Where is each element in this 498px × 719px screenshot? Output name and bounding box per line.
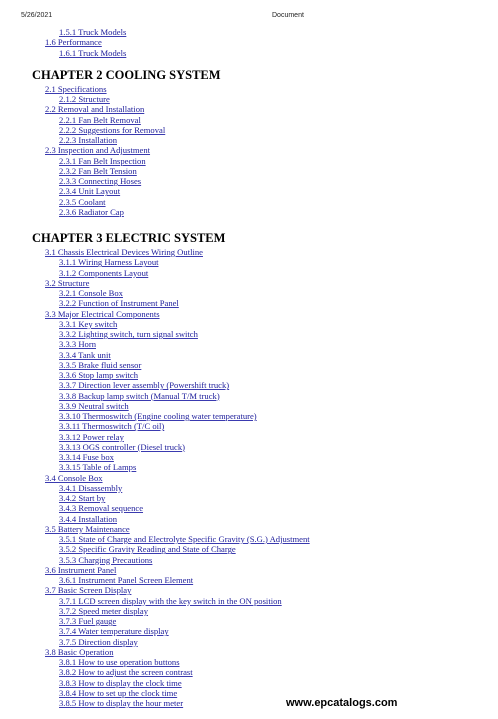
toc-top-section [0, 27, 498, 58]
toc-subsection-link[interactable]: 3.4.3 Removal sequence [59, 503, 144, 514]
toc-section-link[interactable]: 1.6 Performance [45, 37, 102, 48]
toc-subsection-link[interactable]: 2.2.2 Suggestions for Removal [59, 124, 166, 135]
watermark-text: www.epcatalogs.com [286, 697, 398, 709]
toc-subsection-link[interactable]: 2.3.3 Connecting Hoses [59, 176, 142, 186]
toc-subsection-link[interactable]: 2.2.1 Fan Belt Removal [59, 114, 141, 125]
toc-subsection-link[interactable]: 1.6.1 Truck Models [59, 47, 127, 58]
toc-subsection-link[interactable]: 3.3.13 OGS controller (Diesel truck) [59, 441, 186, 452]
toc-subsection-link[interactable]: 3.8.2 How to adjust the screen contrast [59, 667, 193, 678]
toc-subsection-link[interactable]: 3.3.11 Thermoswitch (T/C oil) [59, 421, 165, 432]
chapter-3-entries [0, 247, 498, 708]
toc-subsection-link[interactable]: 3.3.6 Stop lamp switch [59, 370, 139, 380]
toc-section-link[interactable]: 3.2 Structure [45, 277, 90, 288]
toc-subsection-link[interactable]: 3.8.3 How to display the clock time [59, 677, 182, 688]
toc-subsection-link[interactable]: 3.7.3 Fuel gauge [59, 616, 117, 626]
print-header [0, 12, 498, 24]
toc-subsection-link[interactable]: 3.3.12 Power relay [59, 431, 124, 442]
toc-section-link[interactable]: 3.5 Battery Maintenance [45, 523, 130, 534]
toc-section-link[interactable]: 2.3 Inspection and Adjustment [45, 145, 151, 156]
toc-subsection-link[interactable]: 3.3.14 Fuse box [59, 452, 114, 462]
toc-subsection-link[interactable]: 3.5.3 Charging Precautions [59, 554, 153, 565]
toc-subsection-link[interactable]: 3.4.4 Installation [59, 513, 117, 524]
toc-subsection-link[interactable]: 3.7.1 LCD screen display with the key switch in the ON position [59, 595, 282, 606]
toc-subsection-link[interactable]: 1.5.1 Truck Models [59, 27, 127, 37]
toc-subsection-link[interactable]: 2.1.2 Structure [59, 94, 110, 104]
toc-subsection-link[interactable]: 3.8.5 How to display the hour meter [59, 698, 184, 708]
toc-subsection-link[interactable]: 3.3.9 Neutral switch [59, 400, 129, 411]
toc-section-link[interactable]: 3.1 Chassis Electrical Devices Wiring Outline [45, 247, 203, 257]
toc-subsection-link[interactable]: 3.1.1 Wiring Harness Layout [59, 257, 159, 268]
print-date: 5/26/2021 [21, 12, 53, 19]
toc-section-link[interactable]: 3.4 Console Box [45, 472, 103, 483]
toc-subsection-link[interactable]: 3.3.7 Direction lever assembly (Powershift truck) [59, 380, 230, 391]
toc-subsection-link[interactable]: 3.7.4 Water temperature display [59, 626, 169, 637]
toc-subsection-link[interactable]: 3.3.4 Tank unit [59, 349, 111, 360]
toc-subsection-link[interactable]: 3.4.1 Disassembly [59, 482, 123, 493]
toc-subsection-link[interactable]: 3.7.5 Direction display [59, 636, 138, 647]
toc-subsection-link[interactable]: 3.7.2 Speed meter display [59, 605, 149, 616]
toc-subsection-link[interactable]: 2.3.4 Unit Layout [59, 186, 121, 197]
toc-subsection-link[interactable]: 3.6.1 Instrument Panel Screen Element [59, 575, 194, 585]
toc-subsection-link[interactable]: 2.3.2 Fan Belt Tension [59, 165, 137, 176]
toc-subsection-link[interactable]: 3.8.1 How to use operation buttons [59, 657, 180, 667]
toc-subsection-link[interactable]: 3.3.2 Lighting switch, turn signal switch [59, 329, 198, 339]
toc-subsection-link[interactable]: 2.2.3 Installation [59, 135, 117, 145]
toc-subsection-link[interactable]: 3.3.3 Horn [59, 339, 96, 350]
toc-section-link[interactable]: 3.3 Major Electrical Components [45, 308, 160, 319]
toc-subsection-link[interactable]: 3.4.2 Start by [59, 493, 106, 503]
toc-subsection-link[interactable]: 3.3.8 Backup lamp switch (Manual T/M truck) [59, 390, 220, 401]
toc-section-link[interactable]: 3.6 Instrument Panel [45, 564, 117, 575]
toc-subsection-link[interactable]: 3.5.1 State of Charge and Electrolyte Specific Gravity (S.G.) Adjustment [59, 534, 310, 544]
chapter-2-entries [0, 84, 498, 217]
toc-subsection-link[interactable]: 3.2.1 Console Box [59, 288, 123, 298]
toc-section-link[interactable]: 2.1 Specifications [45, 83, 107, 94]
toc-subsection-link[interactable]: 3.8.4 How to set up the clock time [59, 687, 178, 698]
toc-subsection-link[interactable]: 3.5.2 Specific Gravity Reading and State of Charge [59, 544, 236, 555]
toc-section-link[interactable]: 2.2 Removal and Installation [45, 104, 145, 115]
chapter-2-title: CHAPTER 2 COOLING SYSTEM [32, 67, 221, 82]
toc-section-link[interactable]: 3.8 Basic Operation [45, 646, 114, 657]
toc-subsection-link[interactable]: 3.3.5 Brake fluid sensor [59, 359, 142, 370]
toc-subsection-link[interactable]: 3.3.10 Thermoswitch (Engine cooling water temperature) [59, 411, 257, 421]
toc-subsection-link[interactable]: 2.3.1 Fan Belt Inspection [59, 155, 146, 166]
toc-subsection-link[interactable]: 3.3.15 Table of Lamps [59, 462, 137, 473]
print-title: Document [272, 12, 304, 19]
chapter-3-title: CHAPTER 3 ELECTRIC SYSTEM [32, 231, 226, 245]
toc-subsection-link[interactable]: 3.1.2 Components Layout [59, 267, 149, 278]
toc-subsection-link[interactable]: 3.3.1 Key switch [59, 318, 118, 329]
toc-subsection-link[interactable]: 2.3.5 Coolant [59, 196, 106, 207]
table-of-contents [0, 27, 498, 708]
toc-subsection-link[interactable]: 3.2.2 Function of Instrument Panel [59, 298, 179, 309]
toc-section-link[interactable]: 3.7 Basic Screen Display [45, 585, 132, 596]
toc-subsection-link[interactable]: 2.3.6 Radiator Cap [59, 206, 124, 217]
